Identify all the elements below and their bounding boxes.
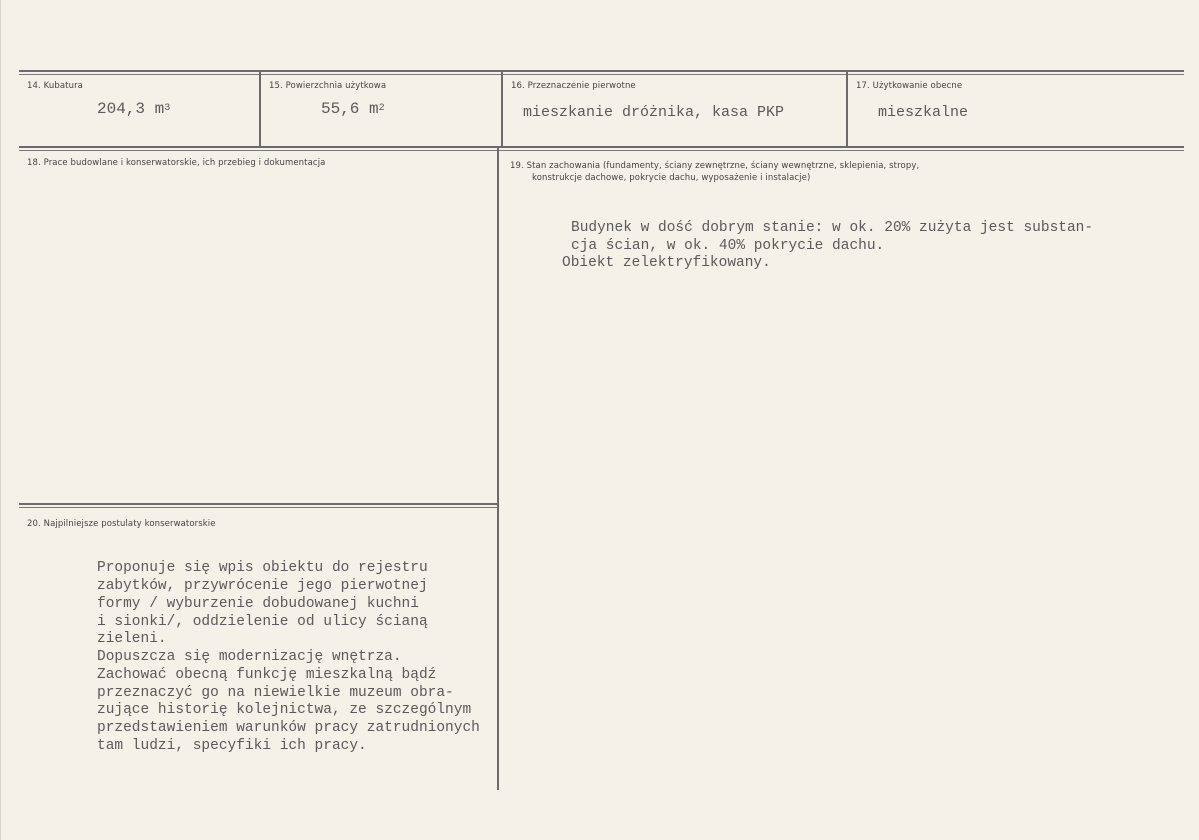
field-14-unit-exponent: 3: [164, 103, 171, 114]
section20-top-rule-inner: [19, 507, 497, 508]
field-16-value: mieszkanie dróżnika, kasa PKP: [523, 104, 785, 121]
row1-bottom-rule-inner: [19, 150, 1184, 151]
field-20-line8: przeznaczyć go na niewielkie muzeum obra-: [97, 685, 454, 701]
field-14-label: 14. Kubatura: [27, 81, 83, 91]
field-20-line4: i sionki/, oddzielenie od ulicy ścianą: [97, 614, 428, 630]
field-16-label: 16. Przeznaczenie pierwotne: [511, 81, 636, 91]
field-15-label: 15. Powierzchnia użytkowa: [269, 81, 387, 91]
field-14-number: 204,3 m: [97, 100, 165, 118]
field-20-line3: formy / wyburzenie dobudowanej kuchni: [97, 596, 419, 612]
field-20-line11: tam ludzi, specyfiki ich pracy.: [97, 738, 367, 754]
field-14-value: [97, 100, 170, 121]
field-20-label: 20. Najpilniejsze postulaty konserwatorskie: [27, 519, 216, 529]
field-20-line2: zabytków, przywrócenie jego pierwotnej: [97, 578, 428, 594]
top-rule-inner: [19, 74, 1184, 75]
field-20-line9: zujące historię kolejnictwa, ze szczególnym: [97, 702, 472, 718]
divider-15-16: [501, 72, 503, 148]
field-20-line6: Dopuszcza się modernizację wnętrza.: [97, 649, 402, 665]
field-19-text-line2: cja ścian, w ok. 40% pokrycie dachu.: [571, 238, 885, 254]
field-15-unit-exponent: 2: [378, 103, 385, 114]
field-20-line7: Zachować obecną funkcję mieszkalną bądź: [97, 667, 437, 683]
field-20-line10: przedstawieniem warunków pracy zatrudnionych: [97, 720, 480, 736]
field-15-value: [321, 100, 385, 121]
field-15-number: 55,6 m: [321, 100, 379, 118]
field-20-line1: Proponuje się wpis obiektu do rejestru: [97, 560, 428, 576]
main-vertical-divider: [497, 148, 499, 790]
field-19-text-line1: Budynek w dość dobrym stanie: w ok. 20% zużyta jest substan-: [571, 220, 1094, 236]
field-19-label-line2: konstrukcje dachowe, pokrycie dachu, wyposażenie i instalacje): [532, 173, 811, 183]
field-17-label: 17. Użytkowanie obecne: [856, 81, 963, 91]
row1-bottom-rule: [19, 146, 1184, 148]
field-17-value: mieszkalne: [878, 104, 969, 121]
field-18-label: 18. Prace budowlane i konserwatorskie, ich przebieg i dokumentacja: [27, 158, 326, 168]
top-rule: [19, 70, 1184, 72]
field-20-line5: zieleni.: [97, 631, 167, 647]
divider-14-15: [259, 72, 261, 148]
field-19-text-line3: Obiekt zelektryfikowany.: [562, 255, 771, 271]
divider-16-17: [846, 72, 848, 148]
field-19-label-line1: 19. Stan zachowania (fundamenty, ściany zewnętrzne, ściany wewnętrzne, sklepienia, stropy,: [510, 161, 920, 171]
section20-top-rule: [19, 503, 497, 505]
